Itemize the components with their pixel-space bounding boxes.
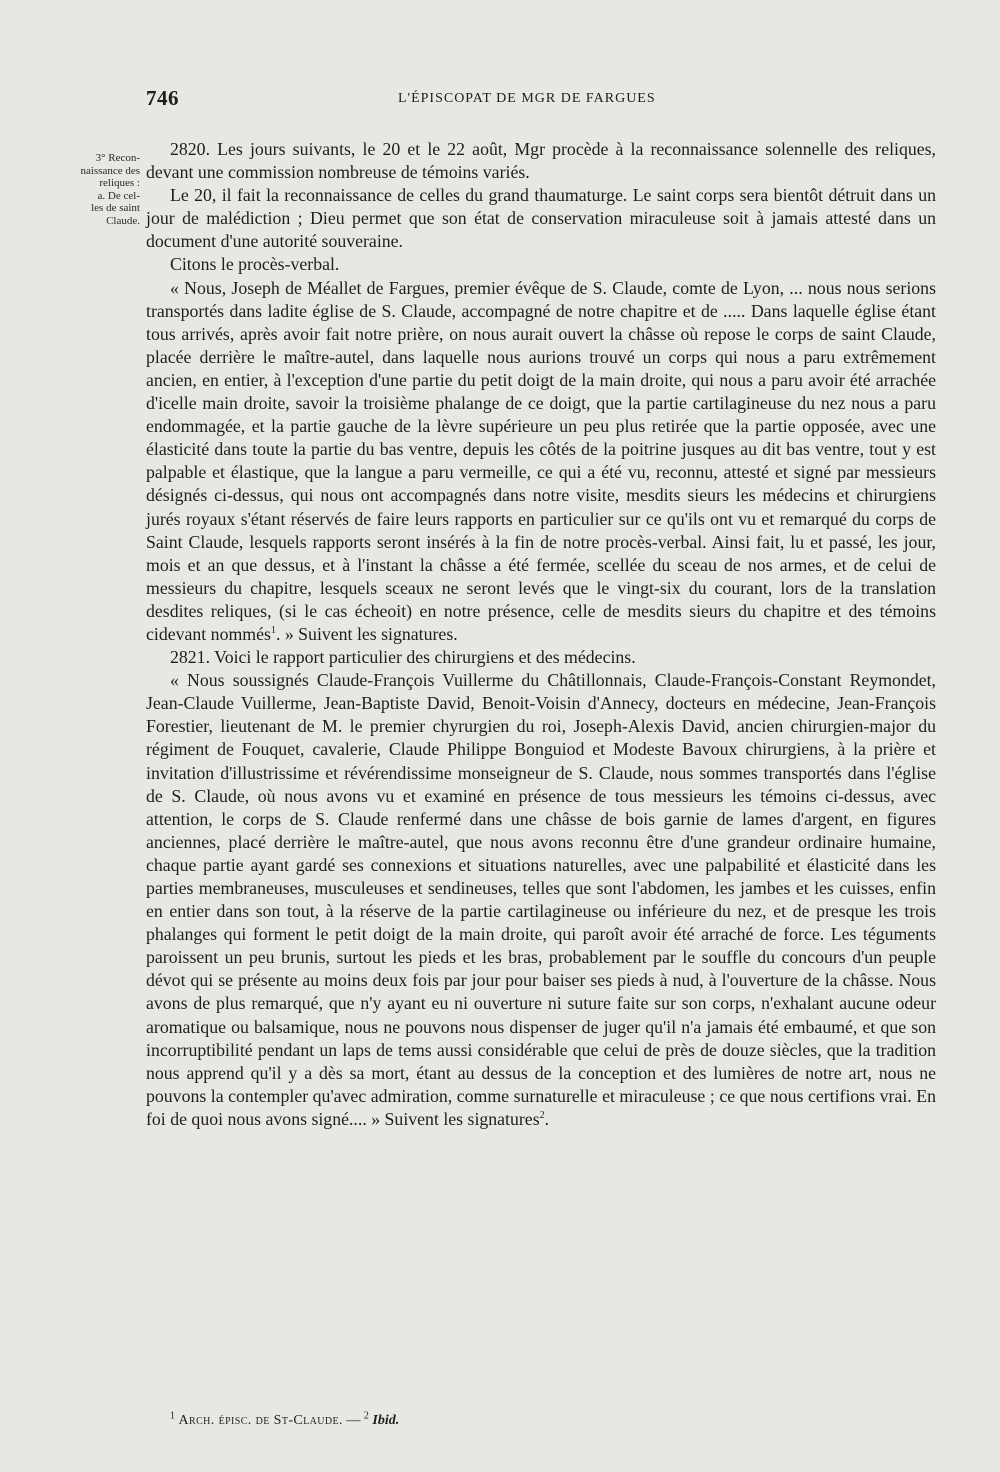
quoted-medical-report <box>146 669 936 1131</box>
margin-note-line: naissance des <box>80 164 140 177</box>
footnotes <box>170 1410 930 1429</box>
margin-note-line: 3° Recon- <box>95 152 140 164</box>
footnote-text: Ibid. <box>372 1413 400 1428</box>
paragraph-text: « Nous soussignés Claude-François Vuillerme du Châtillonnais, Claude-François-Constant Reymondet, Jean-Claude Vuillerme, Jean-Baptiste David, Benoit-Voisin d'Annecy, docteurs en médecine, Jean-François Forestier, lieutenant de M. le premier chyrurgien du roi, Joseph-Alexis David, ancien chirurgien-major du régiment de Fouquet, cavalerie, Claude Philippe Bonguiod et Modeste Bavoux chirurgiens, à la prière et invitation d'illustrissime et révérendissime monseigneur de S. Claude, nous sommes transportés dans l'église de S. Claude, où nous avons vu et examiné en présence de tous messieurs les témoins ci-dessus, avec attention, le corps de S. Claude renfermé dans une châsse de bois garnie de lames d'argent, en figures anciennes, placé derrière le maître-autel, que nous avons reconnu être d'une grandeur ordinaire humaine, chaque partie ayant gardé ses connexions et situations naturelles, avec une palpabilité et élasticité dans les parties membraneuses, musculeuses et sendineuses, telles que sont l'abdomen, les jambes et les cuisses, enfin en entier dans son tout, à la réserve de la partie cartilagineuse ou inférieure du nez, et de presque les trois phalanges qui forment le petit doigt de la main droite, qui paroît avoir été arraché de force. Les téguments paroissent un peu brunis, surtout les pieds et les bras, probablement par le souffle du concours d'un peuple dévot qui se présente au moins deux fois par jour pour baiser ses pieds à nud, à l'ouverture de la châsse. Nous avons de plus remarqué, que n'y ayant eu ni ouverture ni suture faite sur son corps, n'exhalant aucune odeur aromatique ou balsamique, nous ne pouvons nous dispenser de juger qu'il n'a jamais été embaumé, et que son incorruptibilité pendant un laps de tems aussi considérable que celui de près de douze siècles, que la tradition nous apprend qu'il y a dès sa mort, étant au dessus de la conception et des lumières de notre art, nous ne pouvons la contempler qu'avec admiration, comme surnaturelle et miraculeuse ; ce que nous certifions vrai. En foi de quoi nous avons signé.... » Suivent les signatures <box>146 670 936 1129</box>
paragraph-text-tail: . <box>544 1108 550 1129</box>
paragraph-text: Le 20, il fait la reconnaissance de celles du grand thaumaturge. Le saint corps sera bientôt détruit dans un jour de malédiction ; Dieu permet que son état de conservation miraculeuse soit à jamais attesté dans un document d'une autorité souveraine. <box>146 185 936 252</box>
paragraph <box>146 253 936 276</box>
paragraph-text-tail: . » Suivent les signatures. <box>275 623 458 644</box>
page-header <box>0 86 1000 116</box>
margin-note-line: reliques : <box>99 177 140 189</box>
footnote-number: 1 <box>170 1410 175 1422</box>
paragraph-number: 2820. <box>170 139 211 159</box>
paragraph-text: Voici le rapport particulier des chirurgiens et des médecins. <box>214 647 636 668</box>
margin-note-line: Claude. <box>106 214 140 227</box>
paragraph-text: Les jours suivants, le 20 et le 22 août, Mgr procède à la reconnaissance solennelle des reliques, devant une commission nombreuse de témoins variés. <box>146 139 937 183</box>
margin-note-line: les de saint <box>91 202 140 214</box>
running-title: L'ÉPISCOPAT DE MGR DE FARGUES <box>398 91 656 106</box>
body-text <box>146 138 936 1131</box>
paragraph-number: 2821. <box>170 647 211 668</box>
footnote-text: Arch. épisc. de St-Claude. <box>178 1413 343 1428</box>
page-number: 746 <box>146 86 179 110</box>
margin-note-line: a. De cel- <box>97 189 140 202</box>
footnote-ref: 2 <box>539 1110 545 1122</box>
margin-note <box>58 152 140 227</box>
paragraph <box>146 184 936 253</box>
footnote-number: 2 <box>363 1410 369 1422</box>
footnote-ref: 1 <box>270 625 276 637</box>
paragraph-text: « Nous, Joseph de Méallet de Fargues, premier évêque de S. Claude, comte de Lyon, ... nous nous serions transportés dans ladite église de S. Claude, accompagné de notre chapitre et de ..... Dans laquelle église étant tous arrivés, après avoir fait notre prière, on nous aurait ouvert la châsse où repose le corps de saint Claude, placée derrière le maître-autel, dans laquelle nous aurions trouvé un corps qui nous a paru extrêmement ancien, en entier, à l'exception d'une partie du petit doigt de la main droite, qui nous a paru avoir été arrachée d'icelle main droite, savoir la troisième phalange de ce doigt, que la partie cartilagineuse du nez nous a paru endommagée, et la partie gauche de la lèvre supérieure un peu plus retirée que la partie opposée, avec une élasticité dans toute la partie du bas ventre, depuis les côtés de la poitrine jusques au dit bas ventre, tout y est palpable et élastique, que la langue a paru vermeille, ce qui a été vu, reconnu, attesté et signé par messieurs désignés ci-dessus, qui nous ont accompagnés dans notre visite, mesdits sieurs les médecins et chirurgiens jurés royaux s'étant réservés de faire leurs rapports en particulier sur ce qu'ils ont vu et remarqué du corps de Saint Claude, lesquels rapports seront insérés à la fin de notre procès-verbal. Ainsi fait, lu et passé, les jour, mois et an que dessus, et à l'instant la châsse a été fermée, scellée du sceau de nos armes, et de celui de messieurs du chapitre, lesquels sceaux ne seront levés que le vingt-six du courant, lors de la translation desdites reliques, (si le cas écheoit) en notre présence, celle de mesdits sieurs du chapitre et des témoins cidevant nommés <box>146 277 936 644</box>
quoted-proces-verbal <box>146 277 936 647</box>
paragraph-text: Citons le procès-verbal. <box>170 254 340 275</box>
paragraph-2820 <box>146 138 936 184</box>
paragraph-2821 <box>146 646 936 669</box>
footnote-separator: — <box>346 1413 361 1428</box>
